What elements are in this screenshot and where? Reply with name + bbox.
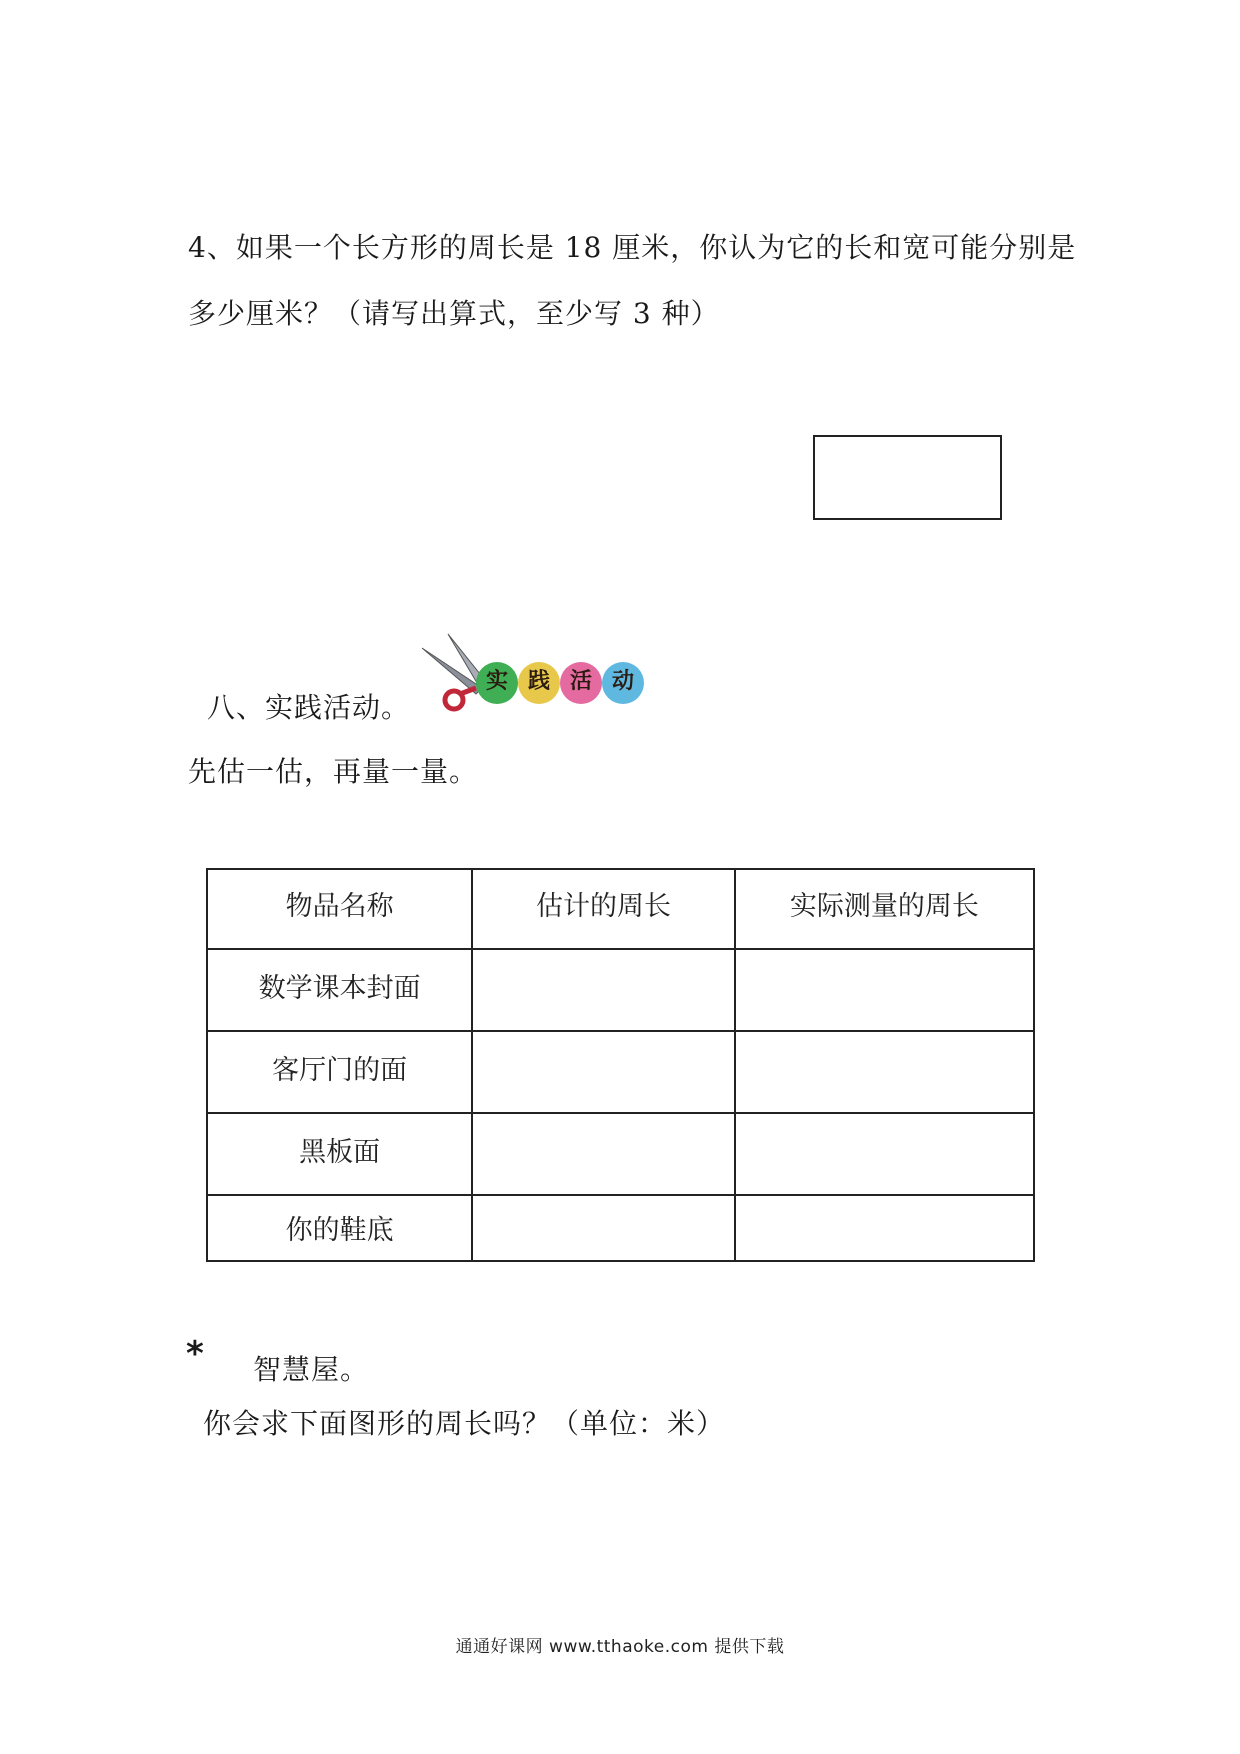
estimate-cell[interactable] <box>472 1113 734 1195</box>
table-row <box>207 1113 1034 1195</box>
item-name-cell: 数学课本封面 <box>207 949 472 1031</box>
wisdom-title: 智慧屋。 <box>253 1353 370 1386</box>
header-item-name: 物品名称 <box>207 869 472 949</box>
section-8-title: 八、实践活动。 <box>207 691 411 724</box>
question-4-line-1: 4、如果一个长方形的周长是 18 厘米，你认为它的长和宽可能分别是 <box>188 231 1077 264</box>
measured-cell[interactable] <box>735 1113 1034 1195</box>
table-row <box>207 1195 1034 1261</box>
estimate-cell[interactable] <box>472 1195 734 1261</box>
measurement-table <box>206 868 1035 1262</box>
badge-char-jian: 践 <box>527 669 550 694</box>
badge-char-huo: 活 <box>569 669 592 694</box>
practice-activity-badge <box>418 628 650 718</box>
measured-cell[interactable] <box>735 1031 1034 1113</box>
item-name-cell: 客厅门的面 <box>207 1031 472 1113</box>
footer-source: 通通好课网 www.tthaoke.com 提供下载 <box>455 1637 785 1657</box>
measured-cell[interactable] <box>735 1195 1034 1261</box>
estimate-cell[interactable] <box>472 1031 734 1113</box>
header-measured-perimeter: 实际测量的周长 <box>735 869 1034 949</box>
item-name-cell: 你的鞋底 <box>207 1195 472 1261</box>
wisdom-question: 你会求下面图形的周长吗？（单位：米） <box>203 1407 726 1440</box>
table-row <box>207 949 1034 1031</box>
measured-cell[interactable] <box>735 949 1034 1031</box>
badge-char-dong: 动 <box>611 669 634 694</box>
table-header-row <box>207 869 1034 949</box>
header-estimated-perimeter: 估计的周长 <box>472 869 734 949</box>
answer-box <box>813 435 1002 520</box>
badge-char-shi: 实 <box>485 669 508 694</box>
item-name-cell: 黑板面 <box>207 1113 472 1195</box>
star-marker: * <box>186 1334 204 1374</box>
question-4-line-2: 多少厘米？（请写出算式，至少写 3 种） <box>188 297 720 330</box>
table-row <box>207 1031 1034 1113</box>
section-8-subtitle: 先估一估，再量一量。 <box>188 755 479 788</box>
estimate-cell[interactable] <box>472 949 734 1031</box>
